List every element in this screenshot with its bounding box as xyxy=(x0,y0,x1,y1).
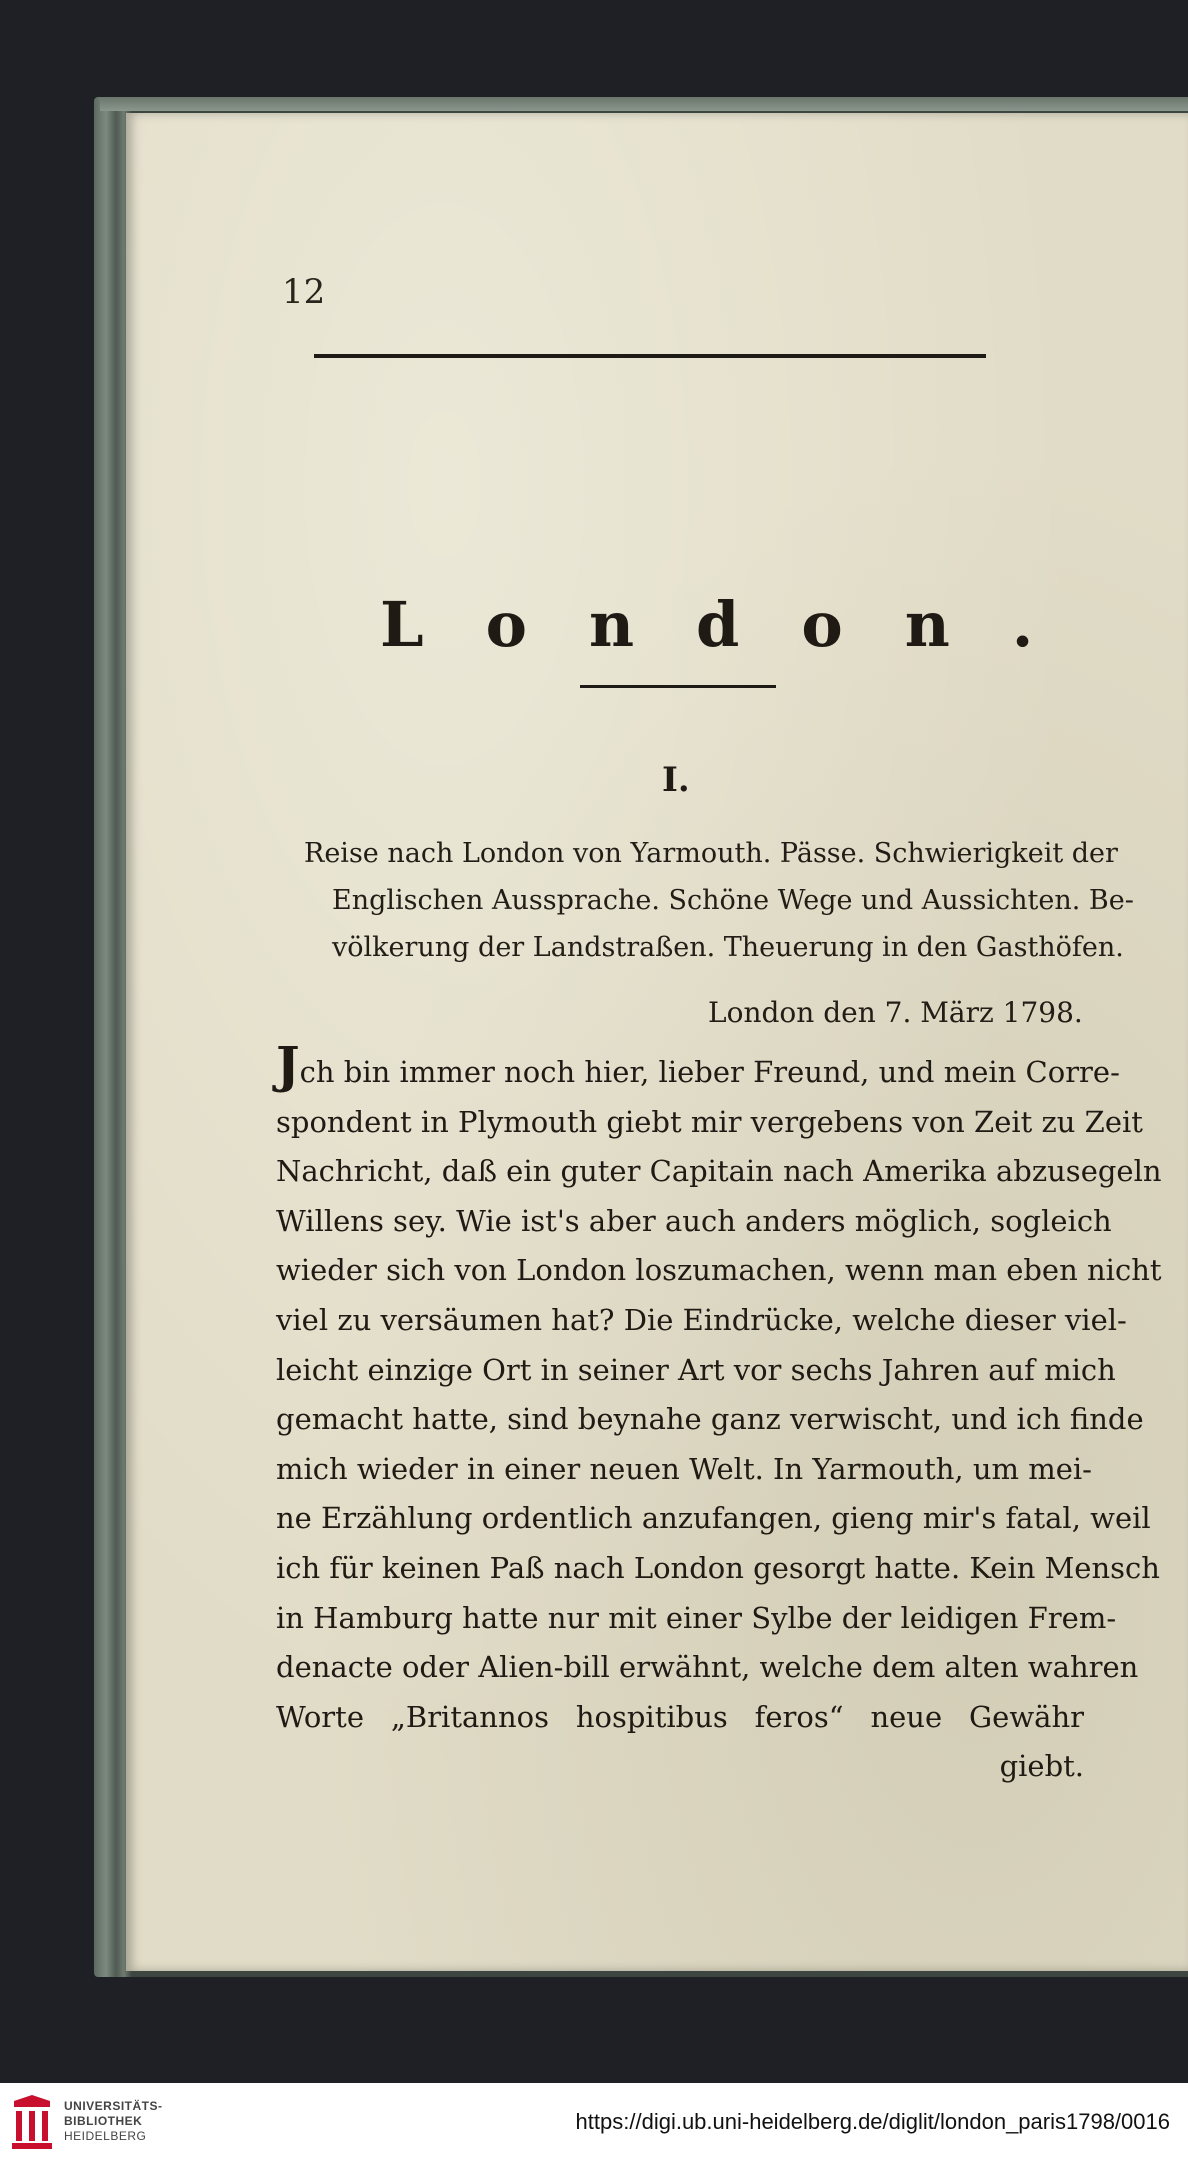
body-text xyxy=(276,1035,1162,1792)
title-rule xyxy=(580,685,776,688)
body-line: spondent in Plymouth giebt mir vergebens von Zeit zu Zeit xyxy=(276,1104,1143,1139)
dateline: London den 7. März 1798. xyxy=(708,996,1083,1029)
body-line: in Hamburg hatte nur mit einer Sylbe der leidigen Frem- xyxy=(276,1600,1117,1635)
chapter-title: London. xyxy=(380,588,1096,661)
body-line: Willens sey. Wie ist's aber auch anders möglich, sogleich xyxy=(276,1203,1112,1238)
page-number: 12 xyxy=(282,272,326,312)
library-logo-icon xyxy=(10,2093,54,2151)
book-cover-top-edge xyxy=(100,97,1188,111)
body-line: gemacht hatte, sind beynahe ganz verwischt, und ich finde xyxy=(276,1402,1144,1437)
initial-letter: J xyxy=(276,1035,300,1094)
body-line-text: ch bin immer noch hier, lieber Freund, und mein Corre- xyxy=(299,1055,1120,1089)
header-rule xyxy=(314,354,986,358)
body-line: ne Erzählung ordentlich anzufangen, gieng mir's fatal, weil xyxy=(276,1501,1151,1536)
viewer-footer xyxy=(0,2083,1188,2165)
body-line: mich wieder in einer neuen Welt. In Yarmouth, um mei- xyxy=(276,1451,1092,1486)
body-line: leicht einzige Ort in seiner Art vor sechs Jahren auf mich xyxy=(276,1352,1116,1387)
body-line: denacte oder Alien-bill erwähnt, welche dem alten wahren xyxy=(276,1650,1139,1685)
body-line xyxy=(276,1035,1120,1098)
summary-line: Englischen Aussprache. Schöne Wege und Aussichten. Be- xyxy=(332,885,1134,916)
library-name-line: UNIVERSITÄTS- xyxy=(64,2099,163,2113)
chapter-summary xyxy=(304,830,1134,971)
catchword: giebt. xyxy=(999,1749,1084,1784)
body-line: ich für keinen Paß nach London gesorgt hatte. Kein Mensch xyxy=(276,1550,1160,1585)
body-line: viel zu versäumen hat? Die Eindrücke, welche dieser viel- xyxy=(276,1302,1127,1337)
body-line: Worte „Britannos hospitibus feros“ neue Gewähr xyxy=(276,1699,1084,1734)
body-line: Nachricht, daß ein guter Capitain nach Amerika abzusegeln xyxy=(276,1154,1162,1189)
summary-line: Reise nach London von Yarmouth. Pässe. Schwierigkeit der xyxy=(304,838,1118,869)
library-name-line: HEIDELBERG xyxy=(64,2129,147,2143)
document-url-link[interactable]: https://digi.ub.uni-heidelberg.de/diglit/london_paris1798/0016 xyxy=(575,2109,1170,2134)
library-name xyxy=(64,2099,163,2144)
body-line: wieder sich von London loszumachen, wenn man eben nicht xyxy=(276,1253,1162,1288)
summary-line: völkerung der Landstraßen. Theuerung in den Gasthöfen. xyxy=(332,932,1124,963)
section-number: I. xyxy=(662,760,690,800)
library-name-line: BIBLIOTHEK xyxy=(64,2114,143,2128)
